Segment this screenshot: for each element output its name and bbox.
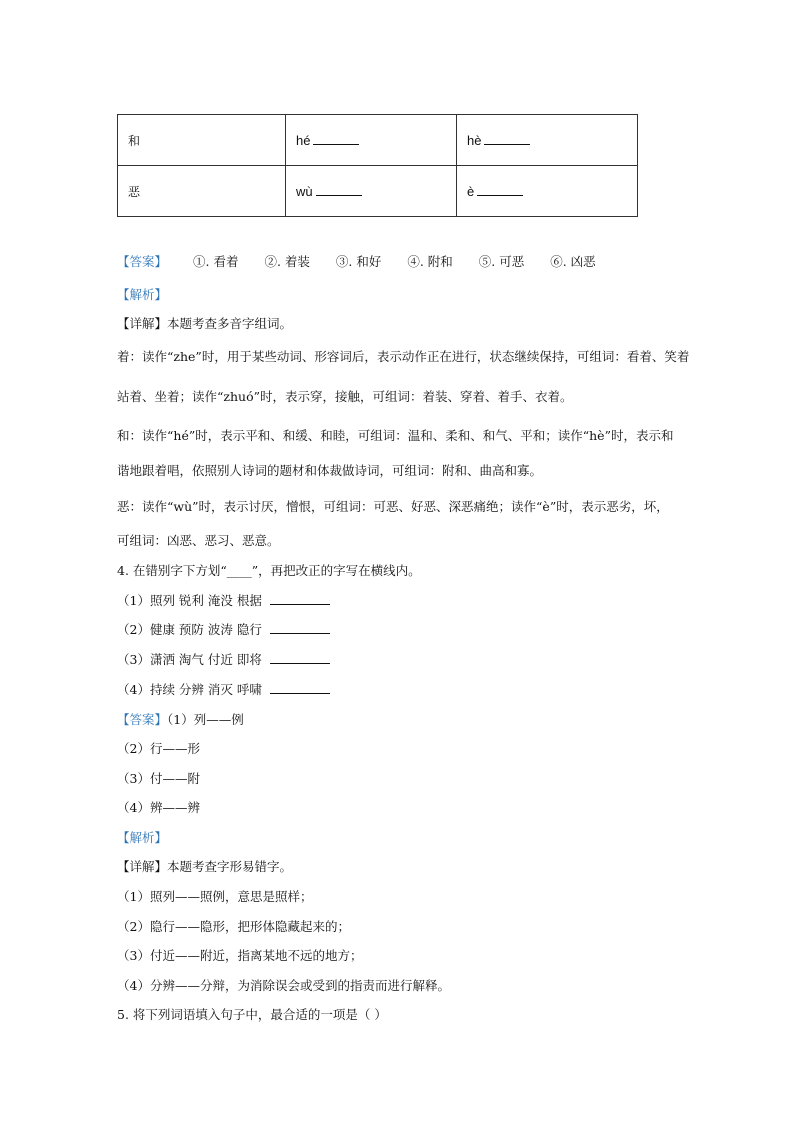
analysis-line: （2）隐行——隐形，把形体隐藏起来的； — [117, 919, 350, 934]
analysis-line: 站着、坐着；读作“zhuó”时，表示穿，接触，可组词：着装、穿着、着手、衣着。 — [117, 389, 573, 404]
answer-item: ③. 和好 — [335, 254, 382, 269]
question-item-text: （3）潇洒 淘气 付近 即将 — [117, 652, 262, 667]
answer-item: （1）列——例 — [167, 712, 244, 727]
analysis-line: 恶：读作“wù”时，表示讨厌，憎恨，可组词：可恶、好恶、深恶痛绝；读作“è”时，表示恶劣，坏， — [117, 499, 669, 514]
analysis-line: （1）照列——照例，意思是照样； — [117, 889, 313, 904]
question-item — [117, 620, 330, 638]
analysis-line: （3）付近——附近，指离某地不远的地方； — [117, 948, 363, 963]
analysis-line: （4）分辨——分辩，为消除误会或受到的指责而进行解释。 — [117, 978, 450, 993]
answer-item: ⑥. 凶恶 — [550, 254, 596, 269]
analysis-label: 【解析】 — [117, 830, 168, 845]
detail-heading: 【详解】本题考查多音字组词。 — [117, 316, 293, 331]
table-pinyin-cell — [457, 115, 638, 166]
analysis-line: 着：读作“zhe”时，用于某些动词、形容词后，表示动作正在进行，状态继续保持，可组词：看着、笑着 — [117, 349, 690, 364]
answer-item: ④. 附和 — [407, 254, 453, 269]
table-char-cell: 恶 — [118, 166, 286, 217]
answer-item: ②. 着装 — [264, 254, 310, 269]
table-pinyin-cell — [286, 115, 457, 166]
table-row — [118, 166, 638, 217]
table-pinyin-cell — [457, 166, 638, 217]
answer-item: （4）辨——辨 — [117, 800, 200, 815]
answer-blank — [270, 593, 330, 605]
answer-item: （3）付——附 — [117, 771, 200, 786]
q3-answer-row — [117, 252, 596, 270]
analysis-line: 和：读作“hé”时，表示平和、和缓、和睦，可组词：温和、柔和、和气、平和；读作“hè”时，表示和 — [117, 428, 674, 443]
question-item-text: （2）健康 预防 波涛 隐行 — [117, 622, 262, 637]
analysis-label: 【解析】 — [117, 287, 168, 302]
pinyin-text: hé — [296, 132, 311, 148]
pinyin-text: hè — [467, 132, 482, 148]
analysis-line: 谐地跟着唱，依照别人诗词的题材和体裁做诗词，可组词：附和、曲高和寡。 — [117, 463, 543, 478]
answer-item: （2）行——形 — [117, 741, 200, 756]
question-item-text: （4）持续 分辨 消灭 呼啸 — [117, 682, 262, 697]
answer-blank — [270, 682, 330, 694]
pinyin-text: wù — [296, 183, 313, 199]
detail-heading: 【详解】本题考查字形易错字。 — [117, 859, 293, 874]
answer-blank — [316, 184, 362, 196]
answer-blank — [313, 133, 359, 145]
answer-blank — [477, 184, 523, 196]
table-row — [118, 115, 638, 166]
question-item-text: （1）照列 锐利 淹没 根据 — [117, 593, 262, 608]
analysis-line: 可组词：凶恶、恶习、恶意。 — [117, 533, 280, 548]
answer-label: 【答案】 — [117, 712, 168, 727]
question-title: 4. 在错别字下方划“____”，再把改正的字写在横线内。 — [117, 563, 421, 578]
answer-blank — [270, 652, 330, 664]
question-title: 5. 将下列词语填入句子中，最合适的一项是（ ） — [117, 1007, 387, 1022]
pinyin-table — [117, 114, 638, 217]
table-char-cell: 和 — [118, 115, 286, 166]
question-item — [117, 680, 330, 698]
answer-item: ⑤. 可恶 — [478, 254, 525, 269]
question-item — [117, 650, 330, 668]
answer-blank — [270, 622, 330, 634]
pinyin-text: è — [467, 183, 475, 199]
answer-item: ①. 看着 — [193, 254, 239, 269]
answer-blank — [484, 133, 530, 145]
question-item — [117, 591, 330, 609]
q4-answer-row — [117, 710, 244, 728]
table-pinyin-cell — [286, 166, 457, 217]
answer-label: 【答案】 — [117, 254, 168, 269]
